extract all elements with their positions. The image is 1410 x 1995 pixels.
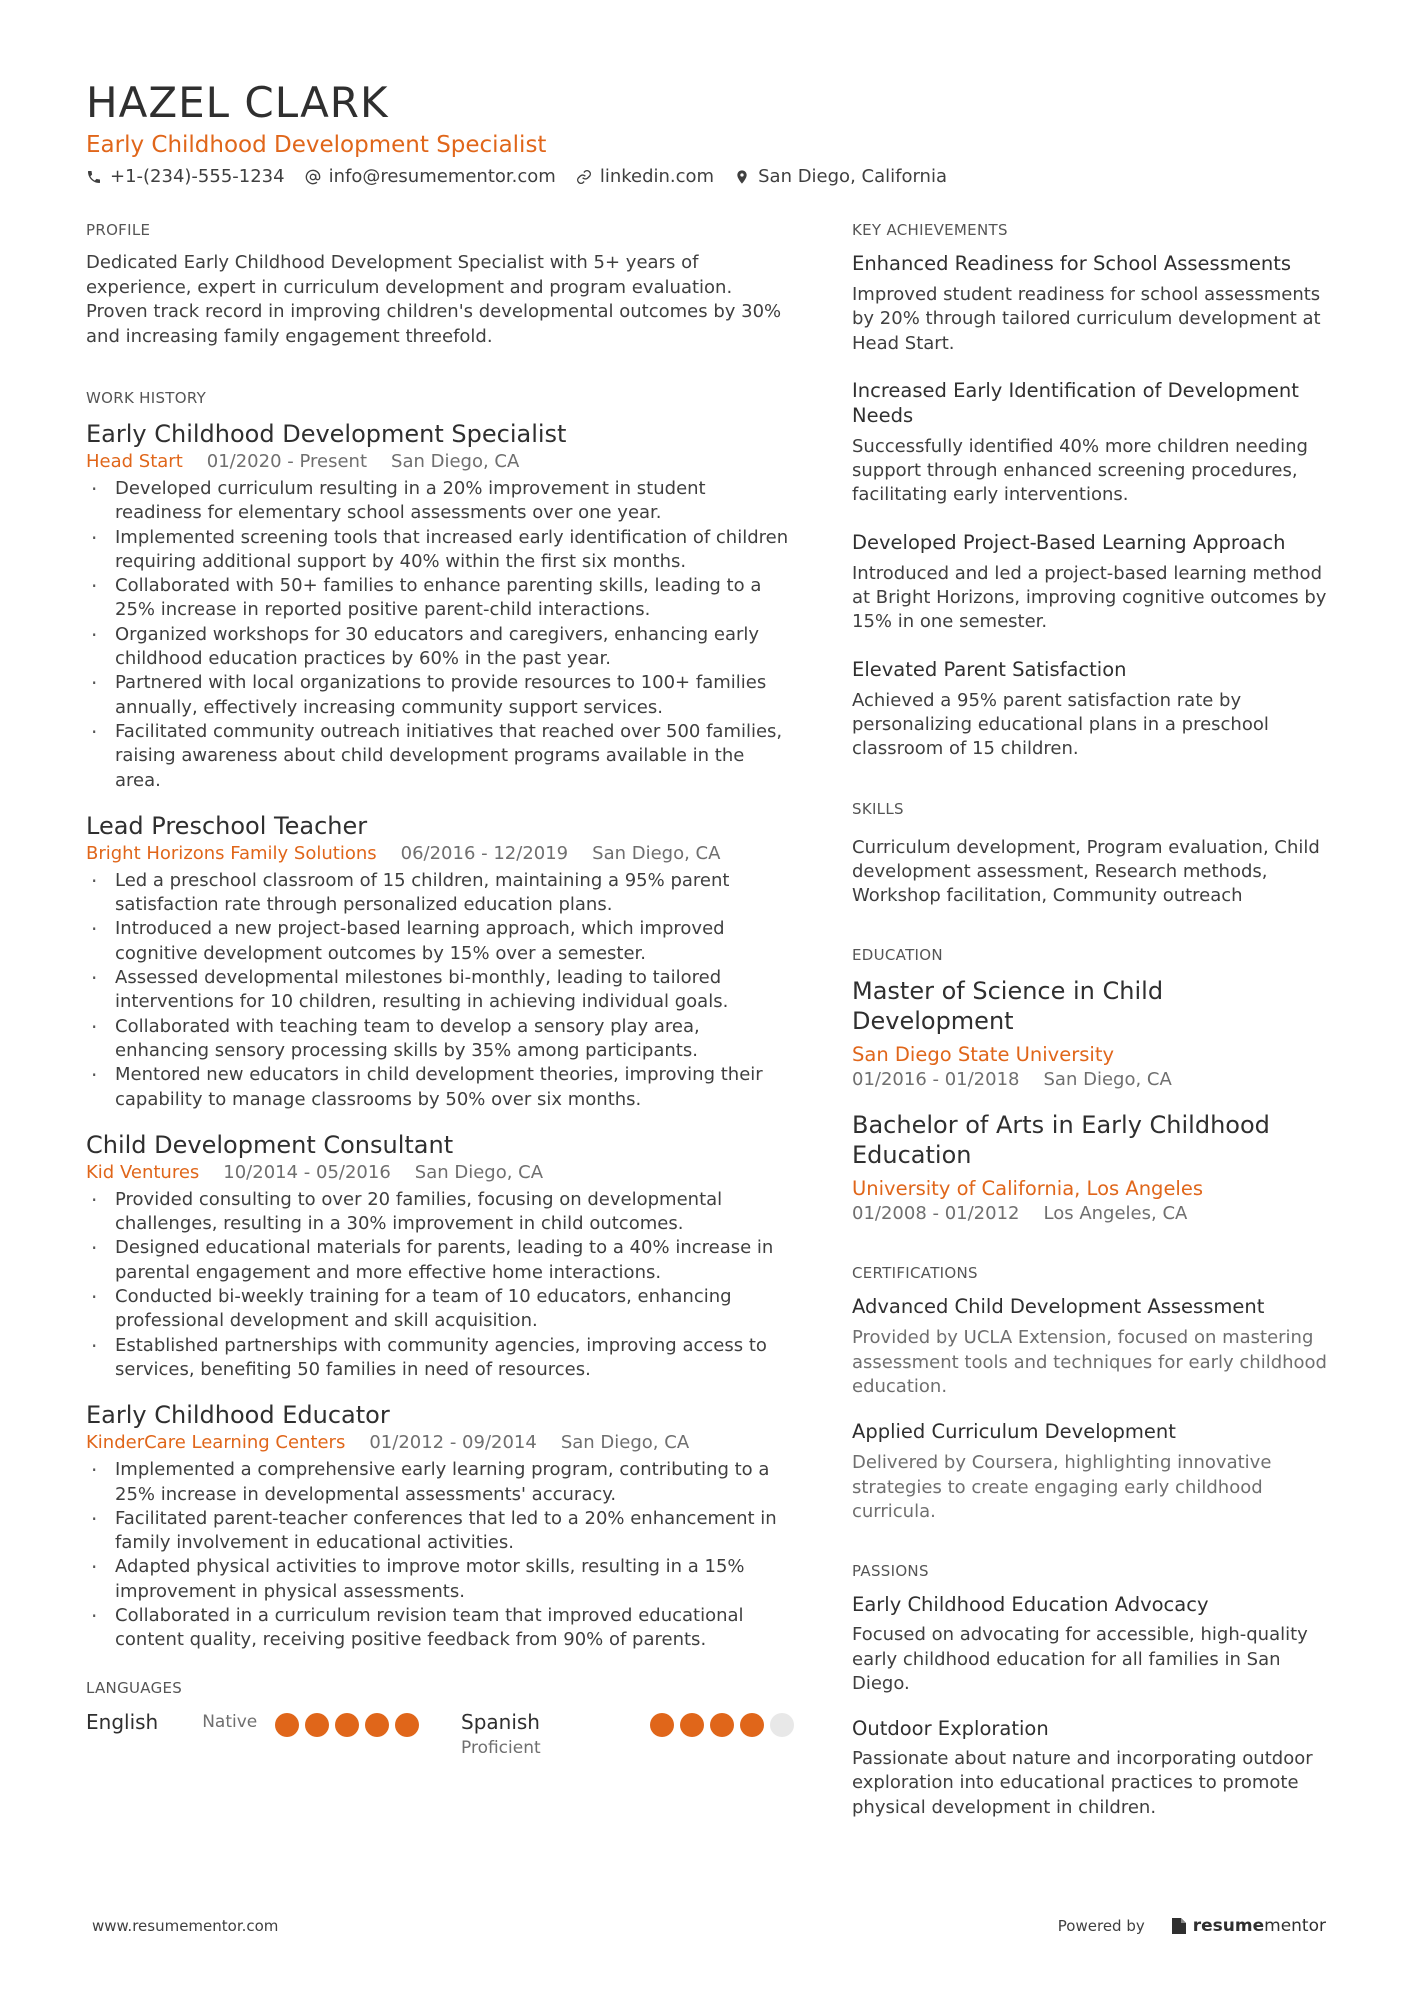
certification-desc: Provided by UCLA Extension, focused on mastering assessment tools and techniques for early childhood education. [852, 1327, 1327, 1398]
contact-linkedin[interactable] [576, 166, 714, 187]
job-company: KinderCare Learning Centers [86, 1432, 346, 1454]
job-entry [86, 419, 794, 793]
certification-item [852, 1294, 1330, 1399]
contact-phone [86, 166, 285, 187]
education-item [852, 976, 1330, 1092]
job-title: Early Childhood Development Specialist [86, 420, 567, 448]
rating-dot-filled [365, 1713, 389, 1737]
job-meta [86, 1430, 794, 1456]
link-icon [576, 169, 592, 185]
left-column [86, 221, 794, 1858]
powered-by-text: Powered by [1057, 1917, 1145, 1935]
map-pin-icon [734, 169, 750, 185]
certification-item [852, 1419, 1330, 1524]
contact-location [734, 166, 947, 187]
education-school: San Diego State University [852, 1043, 1115, 1067]
education-degree: Bachelor of Arts in Early Childhood Education [852, 1111, 1270, 1170]
content-columns [86, 221, 1330, 1858]
achievement-title: Enhanced Readiness for School Assessments [852, 252, 1292, 275]
job-location: San Diego, CA [414, 1161, 544, 1183]
job-bullets [86, 1458, 794, 1652]
job-entry [86, 1400, 794, 1652]
phone-icon [86, 169, 102, 185]
languages-label: LANGUAGES [86, 1678, 183, 1697]
resumementor-logo[interactable] [1171, 1916, 1326, 1936]
achievement-title: Elevated Parent Satisfaction [852, 657, 1127, 681]
language-rating [650, 1713, 794, 1737]
job-bullet: · Introduced a new project-based learning approach, which improved cognitive development outcomes by 15% over a semester. [86, 917, 794, 966]
skills-text: Curriculum development, Program evaluation, Child development assessment, Research methods, Workshop facilitation, Community outreach [852, 836, 1320, 907]
achievement-desc: Achieved a 95% parent satisfaction rate by personalizing educational plans in a preschool classroom of 15 children. [852, 689, 1269, 760]
achievement-desc: Improved student readiness for school assessments by 20% through tailored curriculum development at Head Start. [852, 284, 1321, 354]
passion-item [852, 1592, 1330, 1696]
job-bullet: · Mentored new educators in child development theories, improving their capability to manage classrooms by 50% over six months. [86, 1063, 794, 1112]
achievement-item [852, 530, 1330, 635]
phone-text: +1-(234)-555-1234 [110, 166, 285, 187]
rating-dot-empty [770, 1713, 794, 1737]
rating-dot-filled [710, 1713, 734, 1737]
rating-dot-filled [680, 1713, 704, 1737]
right-column [852, 221, 1330, 1858]
job-bullet: · Adapted physical activities to improve motor skills, resulting in a 15% improvement in physical assessments. [86, 1555, 794, 1604]
job-bullet: · Assessed developmental milestones bi-monthly, leading to tailored interventions for 10 children, resulting in achieving individual goals. [86, 966, 794, 1015]
language-level: Proficient [461, 1737, 541, 1758]
footer-brand [1058, 1916, 1326, 1936]
language-item [86, 1709, 419, 1761]
rating-dot-filled [740, 1713, 764, 1737]
education-section [852, 946, 1330, 1226]
candidate-name: HAZEL CLARK [86, 78, 389, 127]
email-text[interactable]: info@resumementor.com [328, 166, 556, 187]
job-title: Child Development Consultant [86, 1130, 454, 1159]
passion-desc: Focused on advocating for accessible, high-quality early childhood education for all families in San Diego. [852, 1624, 1308, 1694]
brand-light: mentor [1264, 1916, 1326, 1936]
location-text: San Diego, California [758, 166, 947, 187]
rating-dot-filled [275, 1713, 299, 1737]
achievements-section [852, 221, 1330, 762]
certification-title: Applied Curriculum Development [852, 1420, 1176, 1444]
rating-dot-filled [395, 1713, 419, 1737]
work-history-label: WORK HISTORY [86, 389, 207, 407]
job-company: Kid Ventures [86, 1161, 200, 1183]
passion-title: Outdoor Exploration [852, 1717, 1049, 1741]
profile-text: Dedicated Early Childhood Development Specialist with 5+ years of experience, expert in curriculum development and program evaluation. Proven track record in improving children's developmental outcomes by 30% and increasing family engagement threefold. [86, 252, 782, 347]
rating-dot-filled [305, 1713, 329, 1737]
job-meta [86, 449, 794, 475]
education-location: Los Angeles, CA [1043, 1203, 1188, 1225]
education-dates: 01/2016 - 01/2018 [852, 1069, 1020, 1091]
brand-bold: resume [1192, 1916, 1265, 1936]
job-meta [86, 1160, 794, 1186]
achievement-desc: Introduced and led a project-based learning method at Bright Horizons, improving cognitive outcomes by 15% in one semester. [852, 562, 1327, 633]
profile-label: PROFILE [86, 221, 151, 239]
language-level: Native [202, 1711, 258, 1732]
achievement-item [852, 251, 1330, 356]
job-dates: 10/2014 - 05/2016 [223, 1161, 391, 1183]
certification-title: Advanced Child Development Assessment [852, 1295, 1265, 1319]
job-dates: 01/2012 - 09/2014 [369, 1432, 537, 1454]
job-dates: 06/2016 - 12/2019 [400, 842, 569, 864]
passion-title: Early Childhood Education Advocacy [852, 1593, 1209, 1617]
linkedin-text[interactable]: linkedin.com [599, 166, 715, 187]
rating-dot-filled [335, 1713, 359, 1737]
job-bullets [86, 869, 794, 1112]
skills-section [852, 800, 1330, 909]
education-label: EDUCATION [852, 946, 943, 965]
language-name: Spanish [461, 1709, 540, 1734]
passion-desc: Passionate about nature and incorporating outdoor exploration into educational practices to promote physical development in children. [852, 1748, 1313, 1818]
job-bullets [86, 1188, 794, 1382]
languages-section [86, 1679, 794, 1761]
job-location: San Diego, CA [592, 842, 721, 864]
achievement-item [852, 657, 1330, 762]
achievement-desc: Successfully identified 40% more children needing support through enhanced screening procedures, facilitating early interventions. [852, 435, 1308, 506]
passions-label: PASSIONS [852, 1562, 929, 1581]
job-company: Bright Horizons Family Solutions [86, 842, 377, 864]
passions-section [852, 1562, 1330, 1820]
language-rating [275, 1713, 419, 1737]
job-entry [86, 1130, 794, 1382]
candidate-title: Early Childhood Development Specialist [86, 132, 547, 158]
job-bullet: · Developed curriculum resulting in a 20% improvement in student readiness for elementary school assessments over one year. [86, 477, 794, 526]
job-company: Head Start [86, 451, 183, 472]
job-bullet: · Facilitated parent-teacher conferences that led to a 20% enhancement in family involvement in educational activities. [86, 1507, 794, 1556]
job-bullets [86, 477, 794, 793]
contact-bar [86, 166, 1330, 187]
language-name: English [86, 1709, 159, 1734]
rating-dot-filled [650, 1713, 674, 1737]
footer-website[interactable]: www.resumementor.com [92, 1917, 279, 1935]
job-bullet: · Partnered with local organizations to provide resources to 100+ families annually, effectively increasing community support services. [86, 671, 794, 720]
job-bullet: · Conducted bi-weekly training for a team of 10 educators, enhancing professional development and skill acquisition. [86, 1285, 794, 1334]
certifications-section [852, 1264, 1330, 1524]
page-footer [92, 1916, 1326, 1936]
certification-desc: Delivered by Coursera, highlighting innovative strategies to create engaging early childhood curricula. [852, 1452, 1272, 1522]
education-location: San Diego, CA [1043, 1069, 1172, 1091]
resumementor-logo-icon [1171, 1917, 1187, 1935]
passion-item [852, 1716, 1330, 1820]
job-entry [86, 811, 794, 1112]
at-sign-icon [305, 169, 321, 185]
job-bullet: · Collaborated in a curriculum revision team that improved educational content quality, receiving positive feedback from 90% of parents. [86, 1604, 794, 1653]
job-dates: 01/2020 - Present [206, 451, 368, 472]
achievement-title: Increased Early Identification of Development Needs [852, 378, 1299, 427]
job-location: San Diego, CA [560, 1432, 690, 1454]
education-school: University of California, Los Angeles [852, 1177, 1204, 1201]
job-bullet: · Established partnerships with community agencies, improving access to services, benefiting 50 families in need of resources. [86, 1334, 794, 1383]
education-meta [852, 1201, 1330, 1226]
job-bullet: · Collaborated with teaching team to develop a sensory play area, enhancing sensory processing skills by 35% among participants. [86, 1015, 794, 1064]
skills-label: SKILLS [852, 799, 904, 818]
education-degree: Master of Science in Child Development [852, 977, 1164, 1036]
education-item [852, 1110, 1330, 1226]
job-bullet: · Organized workshops for 30 educators and caregivers, enhancing early childhood education practices by 60% in the past year. [86, 623, 794, 672]
achievement-title: Developed Project-Based Learning Approach [852, 530, 1286, 554]
job-bullet: · Provided consulting to over 20 families, focusing on developmental challenges, resulting in a 30% improvement in child outcomes. [86, 1188, 794, 1237]
job-bullet: · Facilitated community outreach initiatives that reached over 500 families, raising awareness about child development programs available in the area. [86, 720, 794, 793]
achievements-label: KEY ACHIEVEMENTS [852, 221, 1008, 239]
job-meta [86, 841, 794, 867]
job-bullet: · Implemented a comprehensive early learning program, contributing to a 25% increase in developmental assessments' accuracy. [86, 1458, 794, 1507]
education-meta [852, 1067, 1330, 1092]
language-item [461, 1709, 794, 1761]
job-bullet: · Collaborated with 50+ families to enhance parenting skills, leading to a 25% increase in reported positive parent-child interactions. [86, 574, 794, 623]
job-bullet: · Led a preschool classroom of 15 children, maintaining a 95% parent satisfaction rate through personalized education plans. [86, 869, 794, 918]
job-location: San Diego, CA [391, 451, 520, 472]
certifications-label: CERTIFICATIONS [852, 1264, 978, 1283]
job-bullet: · Designed educational materials for parents, leading to a 40% increase in parental engagement and more effective home interactions. [86, 1236, 794, 1285]
job-title: Lead Preschool Teacher [86, 811, 368, 840]
languages-row [86, 1709, 794, 1761]
achievement-item [852, 378, 1330, 508]
job-bullet: · Implemented screening tools that increased early identification of children requiring additional support by 40% within the first six months. [86, 526, 794, 575]
language-text [461, 1709, 541, 1761]
contact-email[interactable] [305, 166, 556, 187]
job-title: Early Childhood Educator [86, 1401, 390, 1430]
education-dates: 01/2008 - 01/2012 [852, 1203, 1020, 1225]
